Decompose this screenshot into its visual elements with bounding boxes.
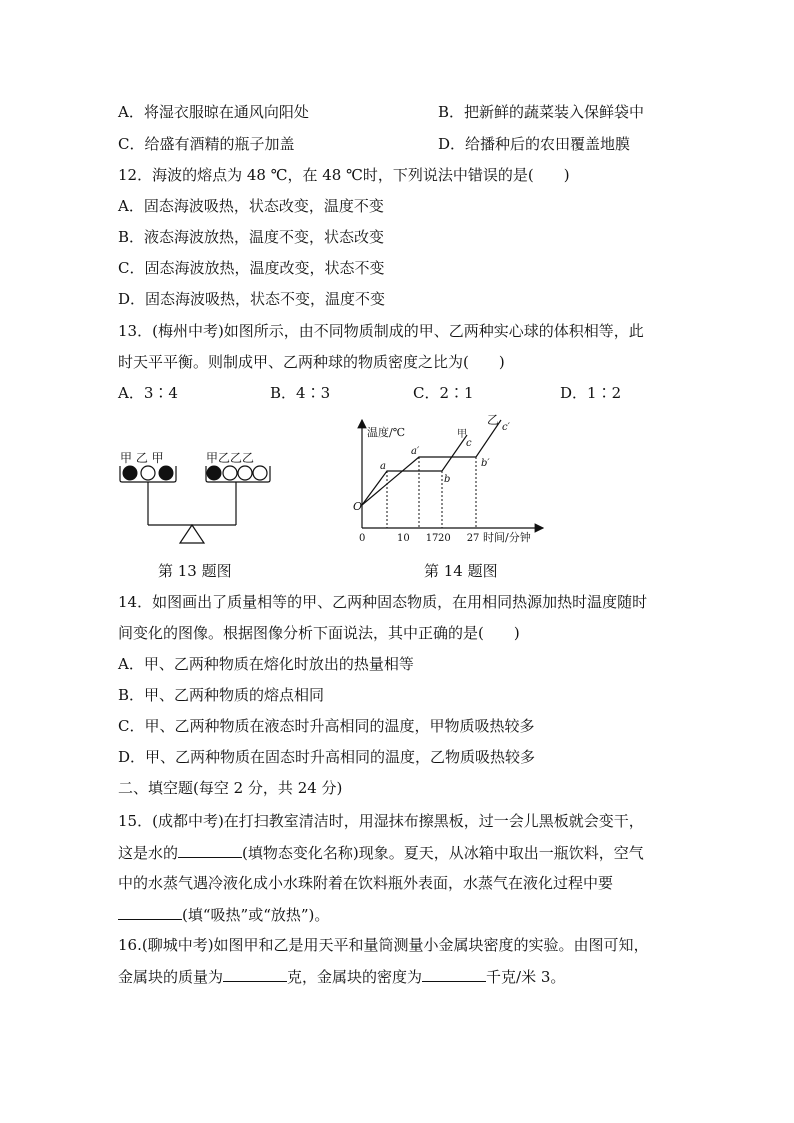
q16-line2-pre: 金属块的质量为 (118, 968, 224, 986)
q15-line2 (118, 842, 644, 863)
q16-line2-mid: 克，金属块的密度为 (287, 968, 423, 986)
q12-option-b: B．液态海波放热，温度不变，状态改变 (118, 228, 385, 246)
q11-option-c: C．给盛有酒精的瓶子加盖 (118, 135, 295, 153)
q12-stem: 12．海波的熔点为 48 ℃，在 48 ℃时，下列说法中错误的是( ) (118, 166, 570, 184)
q15-line4 (118, 904, 329, 925)
q11-option-a: A．将湿衣服晾在通风向阳处 (118, 103, 309, 121)
q12-option-d: D．固态海波吸热，状态不变，温度不变 (118, 290, 386, 308)
q15-line3: 中的水蒸气遇冷液化成小水珠附着在饮料瓶外表面，水蒸气在液化过程中要 (118, 874, 614, 892)
q13-option-c: C．2∶1 (413, 384, 474, 402)
q14-stem-line1: 14．如图画出了质量相等的甲、乙两种固态物质，在用相同热源加热时温度随时 (118, 593, 648, 611)
q14-option-c: C．甲、乙两种物质在液态时升高相同的温度，甲物质吸热较多 (118, 717, 535, 735)
ball-jia (123, 466, 137, 480)
q13-stem-line2: 时天平平衡。则制成甲、乙两种球的物质密度之比为( ) (118, 353, 505, 371)
ball-jia (159, 466, 173, 480)
q13-option-a: A．3∶4 (118, 384, 178, 402)
q16-line1: 16.(聊城中考)如图甲和乙是用天平和量筒测量小金属块密度的实验。由图可知， (118, 936, 649, 954)
fig13-caption: 第 13 题图 (158, 562, 232, 580)
x-tick-labels (359, 533, 479, 544)
q12-option-c: C．固态海波放热，温度改变，状态不变 (118, 259, 385, 277)
q13-option-b: B．4∶3 (270, 384, 331, 402)
point-c-label: c (466, 438, 472, 449)
origin-label: O (353, 500, 363, 513)
q15-blank-1[interactable] (178, 842, 242, 858)
series-yi-label: 乙 (487, 413, 500, 427)
ball-yi (238, 466, 252, 480)
q11-option-b: B．把新鲜的蔬菜装入保鲜袋中 (438, 103, 645, 121)
y-axis-label: 温度/℃ (367, 426, 406, 439)
q14-option-b: B．甲、乙两种物质的熔点相同 (118, 686, 325, 704)
q14-option-d: D．甲、乙两种物质在固态时升高相同的温度，乙物质吸热较多 (118, 748, 536, 766)
temperature-time-chart (345, 410, 550, 550)
fig14-caption: 第 14 题图 (424, 562, 498, 580)
balance-figure (108, 444, 288, 548)
q15-line2-pre: 这是水的 (118, 844, 179, 862)
left-pan-labels: 甲 乙 甲 (120, 451, 164, 465)
x-tick-label: 20 (438, 533, 451, 544)
q15-line4-post: (填“吸热”或“放热”)。 (182, 906, 330, 924)
q13-option-d: D．1∶2 (560, 384, 622, 402)
point-b-prime-label: b′ (481, 458, 490, 469)
point-a-label: a (380, 461, 386, 472)
q15-line1: 15．(成都中考)在打扫教室清洁时，用湿抹布擦黑板，过一会儿黑板就会变干， (118, 812, 644, 830)
ball-yi (223, 466, 237, 480)
right-pan-labels: 甲乙乙乙 (206, 451, 255, 465)
ball-yi (141, 466, 155, 480)
point-c-prime-label: c′ (502, 422, 510, 433)
q16-line2-post: 千克/米 3。 (486, 968, 566, 986)
q13-stem-line1: 13．(梅州中考)如图所示，由不同物质制成的甲、乙两种实心球的体积相等，此 (118, 322, 644, 340)
q11-option-d: D．给播种后的农田覆盖地膜 (438, 135, 631, 153)
x-axis-label: 时间/分钟 (483, 531, 531, 544)
q14-stem-line2: 间变化的图像。根据图像分析下面说法，其中正确的是( ) (118, 624, 520, 642)
series-jia-label: 甲 (457, 429, 467, 440)
fulcrum (180, 525, 204, 543)
point-b-label: b (444, 474, 451, 485)
q16-line2 (118, 966, 565, 987)
x-tick-label: 27 (466, 533, 480, 544)
q15-line2-post: (填物态变化名称)现象。夏天，从冰箱中取出一瓶饮料，空气 (242, 844, 644, 862)
q14-option-a: A．甲、乙两种物质在熔化时放出的热量相等 (118, 655, 414, 673)
ball-yi (253, 466, 267, 480)
x-tick-label: 17 (425, 533, 439, 544)
q15-blank-2[interactable] (118, 904, 182, 920)
x-tick-label: 10 (397, 533, 410, 544)
q16-blank-density[interactable] (422, 966, 486, 982)
x-tick-label: 0 (359, 533, 366, 544)
section2-heading: 二、填空题(每空 2 分，共 24 分) (118, 779, 343, 797)
q12-option-a: A．固态海波吸热，状态改变，温度不变 (118, 197, 384, 215)
point-a-prime-label: a′ (411, 446, 420, 457)
ball-jia (207, 466, 221, 480)
q16-blank-mass[interactable] (223, 966, 287, 982)
